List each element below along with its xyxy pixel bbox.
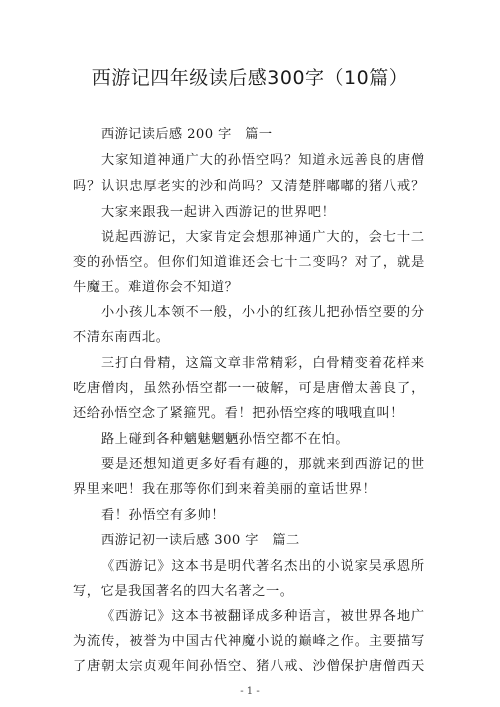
paragraph-line: 要是还想知道更多好看有趣的，那就来到西游记的世: [101, 457, 426, 472]
paragraph-line: 不清东南西北。: [73, 330, 170, 345]
section-heading: 西游记初一读后感 300 字 篇二: [101, 533, 300, 548]
paragraph-line: 牛魔王。难道你会不知道？: [73, 280, 239, 295]
paragraph-line: 《西游记》这本书被翻译成多种语言，被世界各地广: [101, 609, 426, 624]
paragraph-line: 大家来跟我一起讲入西游记的世界吧！: [101, 205, 336, 220]
paragraph-line: 变的孙悟空。但你们知道谁还会七十二变吗？对了，就是: [73, 255, 426, 270]
document-title: 西游记四年级读后感300字（10篇）: [91, 67, 409, 89]
paragraph-line: 看！孙悟空有多帅！: [101, 508, 226, 523]
paragraph-line: 吗？认识忠厚老实的沙和尚吗？又清楚胖嘟嘟的猪八戒？: [73, 179, 426, 194]
paragraph-line: 界里来吧！我在那等你们到来着美丽的童话世界！: [73, 482, 377, 497]
paragraph-line: 吃唐僧肉，虽然孙悟空都一一破解，可是唐僧太善良了，: [73, 381, 426, 396]
section-heading: 西游记读后感 200 字 篇一: [101, 127, 273, 142]
paragraph-line: 了唐朝太宗贞观年间孙悟空、猪八戒、沙僧保护唐僧西天: [73, 659, 426, 674]
paragraph-line: 三打白骨精，这篇文章非常精彩，白骨精变着花样来: [101, 356, 426, 371]
paragraph-line: 路上碰到各种魑魅魍魉孙悟空都不在怕。: [101, 432, 350, 447]
paragraph-line: 还给孙悟空念了紧箍咒。看！把孙悟空疼的哦哦直叫！: [73, 406, 404, 421]
paragraph-line: 小小孩儿本领不一般，小小的红孩儿把孙悟空要的分: [101, 305, 426, 320]
paragraph-line: 为流传，被誉为中国古代神魔小说的巅峰之作。主要描写: [73, 634, 426, 649]
page-number: - 1 -: [240, 686, 260, 697]
paragraph-line: 写，它是我国著名的四大名著之一。: [73, 584, 294, 599]
paragraph-line: 说起西游记，大家肯定会想那神通广大的，会七十二: [101, 230, 426, 245]
paragraph-line: 《西游记》这本书是明代著名杰出的小说家吴承恩所: [101, 559, 426, 574]
paragraph-line: 大家知道神通广大的孙悟空吗？知道永远善良的唐僧: [101, 153, 426, 168]
